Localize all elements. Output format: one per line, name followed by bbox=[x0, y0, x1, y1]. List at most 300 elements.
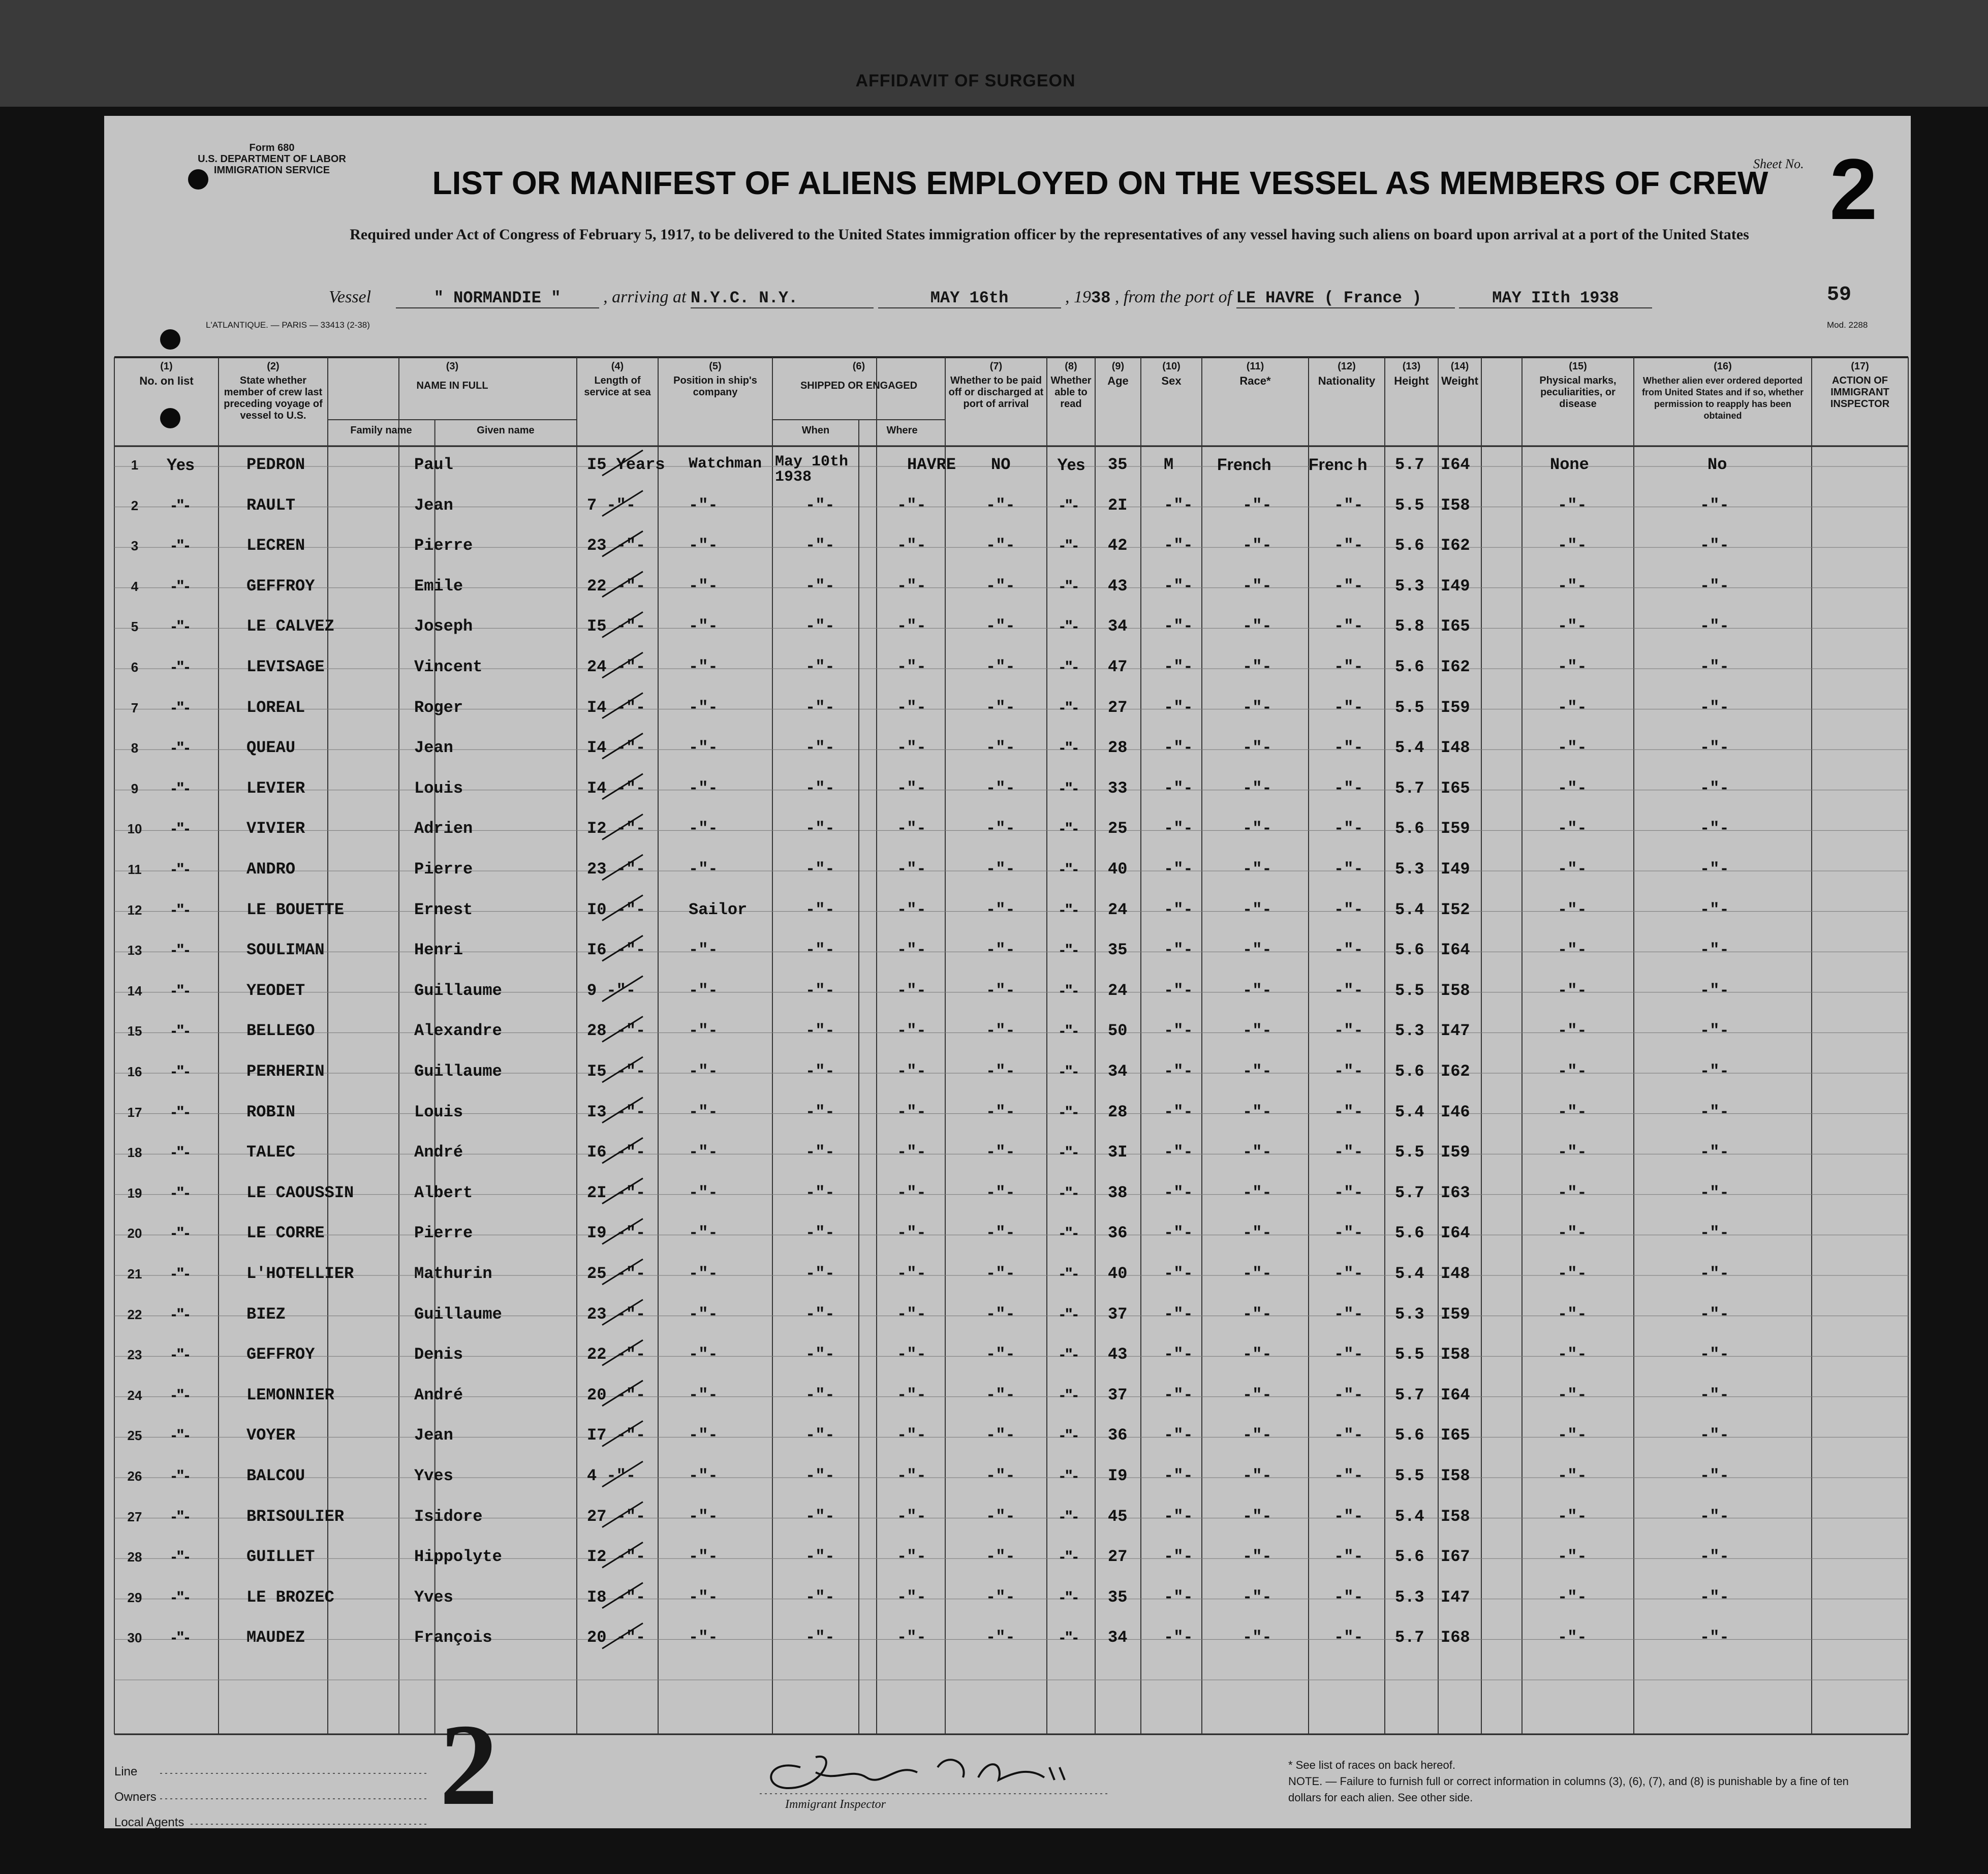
given-name-cell: Pierre bbox=[414, 860, 473, 879]
sex-cell: -"- bbox=[1164, 941, 1193, 960]
able-to-read-cell: -"- bbox=[1060, 1224, 1078, 1242]
family-name-cell: MAUDEZ bbox=[246, 1628, 305, 1647]
paid-off-cell: -"- bbox=[986, 658, 1015, 676]
position-cell: -"- bbox=[689, 1102, 718, 1121]
physical-marks-cell: -"- bbox=[1558, 900, 1587, 919]
shipped-when-cell: -"- bbox=[805, 1062, 835, 1081]
deported-cell: -"- bbox=[1700, 1345, 1729, 1364]
column-header: Nationality bbox=[1318, 374, 1376, 387]
race-cell: -"- bbox=[1242, 738, 1272, 758]
age-cell: 3I bbox=[1108, 1143, 1128, 1162]
shipped-where-cell: -"- bbox=[897, 1426, 926, 1445]
service-cell: I5 -"- bbox=[587, 617, 646, 636]
prev-voyage-cell: -"- bbox=[171, 698, 190, 716]
physical-marks-cell: -"- bbox=[1558, 1628, 1587, 1647]
prev-voyage-cell: -"- bbox=[171, 1183, 190, 1202]
position-cell: -"- bbox=[689, 1062, 718, 1081]
shipped-when-cell: -"- bbox=[805, 617, 835, 636]
weight-cell: I58 bbox=[1441, 1466, 1470, 1485]
sex-cell: -"- bbox=[1164, 1183, 1193, 1202]
weight-cell: I58 bbox=[1441, 981, 1470, 1000]
sex-cell: -"- bbox=[1164, 1426, 1193, 1445]
position-cell: -"- bbox=[689, 1224, 718, 1243]
paid-off-cell: -"- bbox=[986, 617, 1015, 636]
shipped-when-cell: -"- bbox=[805, 1143, 835, 1162]
row-number: 11 bbox=[128, 862, 142, 877]
family-name-cell: VOYER bbox=[246, 1426, 296, 1445]
position-cell: -"- bbox=[689, 495, 718, 515]
service-cell: 4 -"- bbox=[587, 1466, 636, 1485]
column-subheader: Given name bbox=[477, 425, 535, 436]
shipped-when-cell: -"- bbox=[805, 1466, 835, 1485]
shipped-where-cell: -"- bbox=[897, 860, 926, 879]
nationality-cell: -"- bbox=[1334, 1426, 1363, 1445]
position-cell: -"- bbox=[689, 1587, 718, 1607]
race-cell: -"- bbox=[1242, 860, 1272, 879]
row-number: 26 bbox=[127, 1469, 142, 1484]
sex-cell: -"- bbox=[1164, 819, 1193, 838]
column-header: State whether member of crew last preceding voyage of vessel to U.S. bbox=[224, 375, 323, 421]
service-cell: I2 -"- bbox=[587, 1547, 646, 1567]
shipped-when-cell: -"- bbox=[805, 778, 835, 798]
race-cell: -"- bbox=[1242, 1062, 1272, 1081]
weight-cell: I52 bbox=[1441, 900, 1470, 919]
nationality-cell: -"- bbox=[1334, 900, 1363, 919]
service-cell: 25 -"- bbox=[587, 1264, 646, 1283]
paid-off-cell: -"- bbox=[986, 1426, 1015, 1445]
physical-marks-cell: -"- bbox=[1558, 1426, 1587, 1445]
family-name-cell: ANDRO bbox=[246, 860, 296, 879]
prev-voyage-cell: -"- bbox=[171, 1385, 190, 1404]
column-subheader: Family name bbox=[350, 425, 412, 436]
deported-cell: -"- bbox=[1700, 536, 1729, 555]
nationality-cell: -"- bbox=[1334, 1547, 1363, 1567]
shipped-where-cell: -"- bbox=[897, 1102, 926, 1121]
position-cell: -"- bbox=[689, 576, 718, 596]
shipped-when-cell: -"- bbox=[805, 1587, 835, 1607]
service-cell: 7 -"- bbox=[587, 495, 636, 515]
shipped-where-cell: -"- bbox=[897, 941, 926, 960]
column-subheader: When bbox=[801, 425, 830, 436]
shipped-where-cell: -"- bbox=[897, 495, 926, 515]
row-number: 13 bbox=[127, 943, 142, 958]
height-cell: 5.6 bbox=[1395, 819, 1424, 838]
shipped-when-cell: -"- bbox=[805, 819, 835, 838]
family-name-cell: GEFFROY bbox=[246, 576, 315, 596]
physical-marks-cell: -"- bbox=[1558, 1062, 1587, 1081]
weight-cell: I47 bbox=[1441, 1587, 1470, 1607]
able-to-read-cell: -"- bbox=[1060, 1264, 1078, 1283]
weight-cell: I64 bbox=[1441, 455, 1470, 474]
sex-cell: -"- bbox=[1164, 1628, 1193, 1647]
weight-cell: I62 bbox=[1441, 536, 1470, 555]
position-cell: -"- bbox=[689, 1345, 718, 1364]
nationality-cell: -"- bbox=[1334, 941, 1363, 960]
family-name-cell: BIEZ bbox=[246, 1304, 286, 1324]
able-to-read-cell: -"- bbox=[1060, 941, 1078, 959]
vessel-name: " NORMANDIE " bbox=[396, 289, 599, 308]
nationality-cell: -"- bbox=[1334, 778, 1363, 798]
weight-cell: I65 bbox=[1441, 778, 1470, 798]
able-to-read-cell: -"- bbox=[1060, 778, 1078, 797]
able-to-read-cell: -"- bbox=[1060, 1385, 1078, 1404]
physical-marks-cell: None bbox=[1550, 455, 1589, 474]
given-name-cell: Vincent bbox=[414, 658, 483, 676]
column-header: Whether to be paid off or discharged at port of arrival bbox=[948, 375, 1044, 410]
family-name-cell: LE BOUETTE bbox=[246, 900, 345, 919]
paid-off-cell: -"- bbox=[986, 1507, 1015, 1526]
sex-cell: -"- bbox=[1164, 1587, 1193, 1607]
column-number: (4) bbox=[611, 361, 624, 372]
row-number: 25 bbox=[127, 1428, 142, 1444]
given-name-cell: Alexandre bbox=[414, 1021, 502, 1041]
service-cell: I6 -"- bbox=[587, 941, 646, 960]
able-to-read-cell: -"- bbox=[1060, 576, 1078, 595]
weight-cell: I58 bbox=[1441, 495, 1470, 515]
race-cell: -"- bbox=[1242, 819, 1272, 838]
given-name-cell: Louis bbox=[414, 1102, 463, 1121]
weight-cell: I64 bbox=[1441, 1224, 1470, 1243]
prev-voyage-cell: -"- bbox=[171, 778, 190, 797]
column-subheader: Where bbox=[886, 425, 918, 436]
sex-cell: -"- bbox=[1164, 1507, 1193, 1526]
weight-cell: I62 bbox=[1441, 658, 1470, 676]
shipped-when-cell: -"- bbox=[805, 1021, 835, 1041]
sex-cell: -"- bbox=[1164, 1547, 1193, 1567]
able-to-read-cell: -"- bbox=[1060, 1102, 1078, 1121]
paid-off-cell: -"- bbox=[986, 1628, 1015, 1647]
given-name-cell: André bbox=[414, 1385, 463, 1404]
shipped-where-cell: -"- bbox=[897, 778, 926, 798]
nationality-cell: -"- bbox=[1334, 1345, 1363, 1364]
affidavit-stamp: AFFIDAVIT OF SURGEON bbox=[855, 71, 1076, 90]
physical-marks-cell: -"- bbox=[1558, 738, 1587, 758]
column-number: (16) bbox=[1714, 361, 1732, 372]
race-cell: -"- bbox=[1242, 1507, 1272, 1526]
shipped-where-cell: -"- bbox=[897, 658, 926, 676]
race-cell: French bbox=[1217, 455, 1271, 474]
deported-cell: -"- bbox=[1700, 900, 1729, 919]
deported-cell: -"- bbox=[1700, 495, 1729, 515]
year-label: , 19 bbox=[1065, 288, 1091, 306]
row-number: 24 bbox=[127, 1387, 142, 1403]
row-number: 6 bbox=[131, 660, 139, 675]
note-text: Failure to furnish full or correct information in columns (3), (6), (7), and (8) is punishable by a fine of ten dollars for each alien. See other side. bbox=[1288, 1775, 1849, 1804]
shipped-where-cell: -"- bbox=[897, 1628, 926, 1647]
sex-cell: -"- bbox=[1164, 576, 1193, 596]
race-cell: -"- bbox=[1242, 698, 1272, 717]
deported-cell: -"- bbox=[1700, 1143, 1729, 1162]
age-cell: 2I bbox=[1108, 495, 1128, 515]
able-to-read-cell: -"- bbox=[1060, 1183, 1078, 1202]
column-header: Sex bbox=[1161, 374, 1182, 387]
column-header: Height bbox=[1394, 374, 1429, 387]
column-header: Whether able to read bbox=[1050, 375, 1092, 410]
paid-off-cell: -"- bbox=[986, 1385, 1015, 1404]
row-number: 8 bbox=[131, 740, 139, 756]
paid-off-cell: -"- bbox=[986, 576, 1015, 596]
sex-cell: -"- bbox=[1164, 900, 1193, 919]
height-cell: 5.7 bbox=[1395, 1628, 1424, 1647]
paid-off-cell: -"- bbox=[986, 981, 1015, 1000]
physical-marks-cell: -"- bbox=[1558, 1385, 1587, 1404]
nationality-cell: -"- bbox=[1334, 1062, 1363, 1081]
manifest-sheet bbox=[104, 116, 1911, 1828]
weight-cell: I59 bbox=[1441, 698, 1470, 717]
row-number: 22 bbox=[127, 1306, 142, 1322]
physical-marks-cell: -"- bbox=[1558, 860, 1587, 879]
height-cell: 5.4 bbox=[1395, 1102, 1424, 1121]
position-cell: -"- bbox=[689, 536, 718, 555]
height-cell: 5.4 bbox=[1395, 900, 1424, 919]
race-cell: -"- bbox=[1242, 1224, 1272, 1243]
service-cell: 2I -"- bbox=[587, 1183, 646, 1202]
sex-cell: -"- bbox=[1164, 778, 1193, 798]
service-cell: 22 -"- bbox=[587, 1345, 646, 1364]
service-cell: I7 -"- bbox=[587, 1426, 646, 1445]
given-name-cell: Joseph bbox=[414, 617, 473, 636]
shipped-when-cell: -"- bbox=[805, 576, 835, 596]
physical-marks-cell: -"- bbox=[1558, 1507, 1587, 1526]
able-to-read-cell: -"- bbox=[1060, 819, 1078, 838]
column-number: (1) bbox=[160, 361, 173, 372]
column-number: (6) bbox=[852, 361, 865, 372]
able-to-read-cell: -"- bbox=[1060, 1062, 1078, 1080]
able-to-read-cell: -"- bbox=[1060, 495, 1078, 514]
nationality-cell: -"- bbox=[1334, 658, 1363, 676]
shipped-when-cell: -"- bbox=[805, 1183, 835, 1202]
shipped-where-cell: -"- bbox=[897, 536, 926, 555]
position-cell: -"- bbox=[689, 1143, 718, 1162]
family-name-cell: TALEC bbox=[246, 1143, 296, 1162]
inspector-caption: Immigrant Inspector bbox=[785, 1798, 886, 1811]
height-cell: 5.3 bbox=[1395, 860, 1424, 879]
prev-voyage-cell: -"- bbox=[171, 1507, 190, 1525]
deported-cell: -"- bbox=[1700, 658, 1729, 676]
column-number: (9) bbox=[1111, 361, 1125, 372]
weight-cell: I58 bbox=[1441, 1345, 1470, 1364]
nationality-cell: -"- bbox=[1334, 1628, 1363, 1647]
shipped-where-cell: -"- bbox=[897, 1547, 926, 1567]
physical-marks-cell: -"- bbox=[1558, 1587, 1587, 1607]
family-name-cell: GEFFROY bbox=[246, 1345, 315, 1364]
given-name-cell: Pierre bbox=[414, 536, 473, 555]
deported-cell: -"- bbox=[1700, 1062, 1729, 1081]
column-number: (13) bbox=[1402, 361, 1421, 372]
sex-cell: -"- bbox=[1164, 1385, 1193, 1404]
fine-note bbox=[1288, 1773, 1873, 1806]
physical-marks-cell: -"- bbox=[1558, 981, 1587, 1000]
able-to-read-cell: Yes bbox=[1057, 455, 1085, 474]
given-name-cell: Paul bbox=[414, 455, 453, 474]
arriving-label: , arriving at bbox=[603, 288, 687, 306]
paid-off-cell: -"- bbox=[986, 1021, 1015, 1041]
vessel-label: Vessel bbox=[329, 288, 371, 306]
owners-label: Owners bbox=[114, 1790, 157, 1804]
prev-voyage-cell: -"- bbox=[171, 900, 190, 919]
position-cell: -"- bbox=[689, 1183, 718, 1202]
shipped-when-cell: -"- bbox=[805, 1628, 835, 1647]
service-cell: 28 -"- bbox=[587, 1021, 646, 1041]
deported-cell: -"- bbox=[1700, 1304, 1729, 1324]
age-cell: 28 bbox=[1108, 738, 1128, 758]
race-cell: -"- bbox=[1242, 1304, 1272, 1324]
sex-cell: -"- bbox=[1164, 1062, 1193, 1081]
position-cell: -"- bbox=[689, 1628, 718, 1647]
service-cell: 23 -"- bbox=[587, 536, 646, 555]
nationality-cell: Frenc h bbox=[1309, 455, 1368, 474]
prev-voyage-cell: -"- bbox=[171, 1224, 190, 1242]
prev-voyage-cell: -"- bbox=[171, 1466, 190, 1485]
age-cell: 42 bbox=[1108, 536, 1128, 555]
race-cell: -"- bbox=[1242, 576, 1272, 596]
shipped-when-cell: -"- bbox=[805, 1345, 835, 1364]
paid-off-cell: -"- bbox=[986, 495, 1015, 515]
height-cell: 5.4 bbox=[1395, 738, 1424, 758]
age-cell: 40 bbox=[1108, 860, 1128, 879]
sex-cell: -"- bbox=[1164, 1143, 1193, 1162]
shipped-where-cell: -"- bbox=[897, 1021, 926, 1041]
height-cell: 5.6 bbox=[1395, 1426, 1424, 1445]
service-cell: I0 -"- bbox=[587, 900, 646, 919]
nationality-cell: -"- bbox=[1334, 981, 1363, 1000]
height-cell: 5.7 bbox=[1395, 1183, 1424, 1202]
prev-voyage-cell: -"- bbox=[171, 1304, 190, 1323]
given-name-cell: Hippolyte bbox=[414, 1547, 502, 1567]
family-name-cell: ROBIN bbox=[246, 1102, 296, 1121]
shipped-when-cell: -"- bbox=[805, 1264, 835, 1283]
able-to-read-cell: -"- bbox=[1060, 1426, 1078, 1445]
given-name-cell: Albert bbox=[414, 1183, 473, 1202]
race-cell: -"- bbox=[1242, 1264, 1272, 1283]
given-name-cell: Mathurin bbox=[414, 1264, 492, 1283]
shipped-where-cell: -"- bbox=[897, 1466, 926, 1485]
paid-off-cell: -"- bbox=[986, 900, 1015, 919]
physical-marks-cell: -"- bbox=[1558, 1466, 1587, 1485]
weight-cell: I48 bbox=[1441, 738, 1470, 758]
footnotes bbox=[1288, 1757, 1873, 1806]
weight-cell: I46 bbox=[1441, 1102, 1470, 1121]
paid-off-cell: -"- bbox=[986, 1143, 1015, 1162]
family-name-cell: GUILLET bbox=[246, 1547, 315, 1567]
row-number: 4 bbox=[131, 578, 139, 594]
race-cell: -"- bbox=[1242, 536, 1272, 555]
given-name-cell: Guillaume bbox=[414, 981, 502, 1000]
race-cell: -"- bbox=[1242, 981, 1272, 1000]
family-name-cell: LOREAL bbox=[246, 698, 305, 717]
row-number: 9 bbox=[131, 780, 139, 796]
able-to-read-cell: -"- bbox=[1060, 536, 1078, 555]
shipped-where-cell: -"- bbox=[897, 981, 926, 1000]
position-cell: -"- bbox=[689, 1385, 718, 1404]
height-cell: 5.5 bbox=[1395, 981, 1424, 1000]
nationality-cell: -"- bbox=[1334, 698, 1363, 717]
row-number: 27 bbox=[127, 1509, 142, 1524]
able-to-read-cell: -"- bbox=[1060, 1587, 1078, 1606]
row-number: 10 bbox=[127, 821, 142, 837]
deported-cell: -"- bbox=[1700, 698, 1729, 717]
folio-number: 59 bbox=[1827, 284, 1852, 306]
sex-cell: -"- bbox=[1164, 1304, 1193, 1324]
physical-marks-cell: -"- bbox=[1558, 1102, 1587, 1121]
age-cell: 36 bbox=[1108, 1426, 1128, 1445]
column-number: (10) bbox=[1162, 361, 1181, 372]
height-cell: 5.5 bbox=[1395, 1345, 1424, 1364]
physical-marks-cell: -"- bbox=[1558, 698, 1587, 717]
family-name-cell: PEDRON bbox=[246, 455, 305, 474]
sex-cell: -"- bbox=[1164, 1021, 1193, 1041]
deported-cell: -"- bbox=[1700, 617, 1729, 636]
age-cell: 25 bbox=[1108, 819, 1128, 838]
physical-marks-cell: -"- bbox=[1558, 1143, 1587, 1162]
shipped-when-cell: -"- bbox=[805, 900, 835, 919]
paid-off-cell: -"- bbox=[986, 941, 1015, 960]
service-cell: 22 -"- bbox=[587, 576, 646, 596]
weight-cell: I47 bbox=[1441, 1021, 1470, 1041]
race-cell: -"- bbox=[1242, 1547, 1272, 1567]
sex-cell: -"- bbox=[1164, 698, 1193, 717]
deported-cell: -"- bbox=[1700, 738, 1729, 758]
row-number: 20 bbox=[127, 1226, 142, 1241]
paid-off-cell: -"- bbox=[986, 698, 1015, 717]
prev-voyage-cell: -"- bbox=[171, 981, 190, 1000]
height-cell: 5.3 bbox=[1395, 1587, 1424, 1607]
row-number: 3 bbox=[131, 538, 139, 554]
service-cell: I2 -"- bbox=[587, 819, 646, 838]
row-number: 7 bbox=[131, 700, 139, 715]
shipped-where-cell: -"- bbox=[897, 1224, 926, 1243]
position-cell: Watchman bbox=[689, 455, 762, 473]
family-name-cell: LEVISAGE bbox=[246, 658, 325, 676]
physical-marks-cell: -"- bbox=[1558, 495, 1587, 515]
nationality-cell: -"- bbox=[1334, 536, 1363, 555]
paid-off-cell: -"- bbox=[986, 1062, 1015, 1081]
nationality-cell: -"- bbox=[1334, 576, 1363, 596]
shipped-where-cell: -"- bbox=[897, 1304, 926, 1324]
column-header: ACTION OF IMMIGRANT INSPECTOR bbox=[1830, 375, 1890, 410]
paid-off-cell: -"- bbox=[986, 1587, 1015, 1607]
footer-sheet-number: 2 bbox=[440, 1700, 498, 1829]
age-cell: 34 bbox=[1108, 617, 1128, 636]
given-name-cell: Jean bbox=[414, 495, 453, 515]
deported-cell: -"- bbox=[1700, 1587, 1729, 1607]
service-cell: 20 -"- bbox=[587, 1385, 646, 1404]
age-cell: 24 bbox=[1108, 981, 1128, 1000]
column-number: (2) bbox=[267, 361, 279, 372]
given-name-cell: Henri bbox=[414, 941, 463, 960]
able-to-read-cell: -"- bbox=[1060, 1547, 1078, 1566]
deported-cell: -"- bbox=[1700, 860, 1729, 879]
note-label: NOTE. — bbox=[1288, 1775, 1337, 1788]
deported-cell: -"- bbox=[1700, 1183, 1729, 1202]
row-number: 12 bbox=[127, 902, 142, 918]
age-cell: 38 bbox=[1108, 1183, 1128, 1202]
height-cell: 5.6 bbox=[1395, 1062, 1424, 1081]
given-name-cell: Roger bbox=[414, 698, 463, 717]
shipped-when-cell: -"- bbox=[805, 1224, 835, 1243]
shipped-when-cell: -"- bbox=[805, 941, 835, 960]
sheet-number: 2 bbox=[1829, 141, 1878, 238]
family-name-cell: LECREN bbox=[246, 536, 305, 555]
shipped-when-cell: -"- bbox=[805, 738, 835, 758]
service-cell: 20 -"- bbox=[587, 1628, 646, 1647]
given-name-cell: Yves bbox=[414, 1466, 453, 1485]
row-number: 29 bbox=[127, 1589, 142, 1605]
sex-cell: -"- bbox=[1164, 738, 1193, 758]
prev-voyage-cell: -"- bbox=[171, 495, 190, 514]
column-header: Weight bbox=[1441, 374, 1478, 387]
prev-voyage-cell: -"- bbox=[171, 1062, 190, 1080]
